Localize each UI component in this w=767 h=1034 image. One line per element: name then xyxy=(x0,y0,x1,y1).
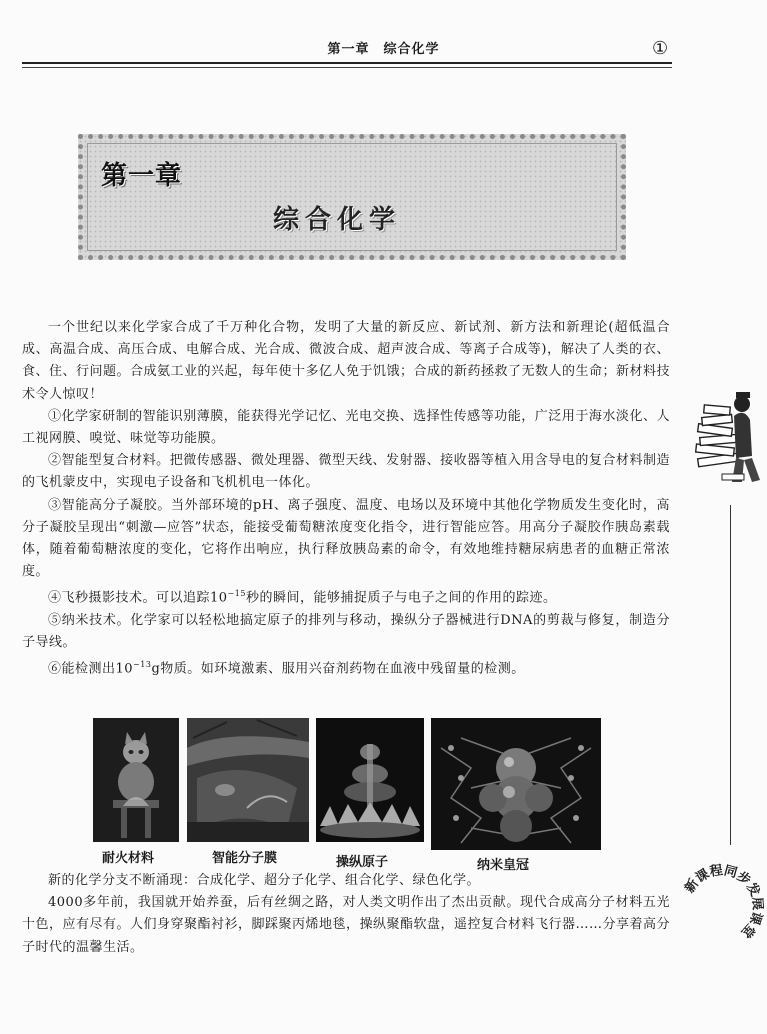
paragraph-item-5: ⑤纳米技术。化学家可以轻松地搞定原子的排列与移动，操纵分子器械进行DNA的剪裁与修复，制造分子导线。 xyxy=(22,612,670,651)
chapter-banner xyxy=(78,134,626,260)
side-vertical-rule xyxy=(730,505,731,845)
page-number: ① xyxy=(652,38,669,59)
detect-text-after: g物质。如环境激素、服用兴奋剂药物在血液中残留量的检测。 xyxy=(151,661,525,677)
svg-text:新课程同步发展课堂 xyxy=(682,862,764,941)
body-text xyxy=(22,317,670,681)
detect-exponent: −13 xyxy=(133,660,152,670)
paragraph-item-2: ②智能型复合材料。把微传感器、微处理器、微型天线、发射器、接收器等植入用含导电的复合材料制造的飞机蒙皮中，实现电子设备和飞机机电一体化。 xyxy=(22,453,670,491)
series-stamp xyxy=(678,858,764,944)
caption-fireproof-material: 耐火材料 xyxy=(102,851,155,866)
femto-text-after: 秒的瞬间，能够捕捉质子与电子之间的作用的踪迹。 xyxy=(245,590,557,606)
paragraph-item-4 xyxy=(22,583,670,610)
running-header-title: 第一章 综合化学 xyxy=(327,42,440,57)
femto-exponent: −15 xyxy=(227,589,246,599)
paragraph-item-1: ①化学家研制的智能识别薄膜，能获得光学记忆、光电交换、选择性传感等功能，广泛用于海水淡化、人工视网膜、嗅觉、味觉等功能膜。 xyxy=(22,408,670,447)
paragraph-new-branches: 新的化学分支不断涌现：合成化学、超分子化学、组合化学、绿色化学。 xyxy=(48,873,481,888)
photo-manipulating-atoms xyxy=(316,718,424,842)
header-rule-thin xyxy=(22,67,672,68)
chapter-label: 第一章 xyxy=(101,161,183,191)
paragraph-item-3: ③智能高分子凝胶。当外部环境的pH、离子强度、温度、电场以及环境中其他化学物质发生变化时，高分子凝胶呈现出“刺激—应答”状态，能接受葡萄糖浓度变化指令，进行智能应答。用高分子凝胶作胰岛素载体，随着葡萄糖浓度的变化，它将作出响应，执行释放胰岛素的命令，有效地维持糖尿病患者的血糖正常浓度。 xyxy=(22,497,670,580)
caption-nano-crown: 纳米皇冠 xyxy=(477,858,530,873)
caption-manipulating-atoms: 操纵原子 xyxy=(336,855,389,870)
paragraph-intro: 一个世纪以来化学家合成了千万种化合物，发明了大量的新反应、新试剂、新方法和新理论(超低温合成、高温合成、高压合成、电解合成、光合成、微波合成、超声波合成、等离子合成等)，解决了人类的衣、食、住、行问题。合成氨工业的兴起，每年使十多亿人免于饥饿；合成的新药拯救了无数人的生命；新材料技术令人惊叹！ xyxy=(22,320,671,402)
chapter-title: 综合化学 xyxy=(273,205,402,235)
photo-nano-crown xyxy=(431,718,601,850)
femto-text-before: ④飞秒摄影技术。可以追踪10 xyxy=(48,590,228,606)
header-rule-thick xyxy=(22,62,672,64)
paragraph-item-6 xyxy=(22,654,670,681)
caption-smart-molecular-film: 智能分子膜 xyxy=(212,851,278,866)
photo-smart-molecular-film xyxy=(187,718,309,842)
photo-fireproof-material xyxy=(93,718,179,842)
stamp-text: 新课程同步发展课堂 xyxy=(682,863,764,941)
closing-text xyxy=(22,870,670,959)
detect-text-before: ⑥能检测出10 xyxy=(48,661,134,677)
reading-person-icon xyxy=(692,386,762,496)
paragraph-silk-polymers: 4000多年前，我国就开始养蚕，后有丝绸之路，对人类文明作出了杰出贡献。现代合成高分子材料五光十色，应有尽有。人们身穿聚酯衬衫，脚踩聚丙烯地毯，操纵聚酯软盘，遥控复合材料飞行器……分享着高分子时代的温馨生活。 xyxy=(22,895,671,955)
